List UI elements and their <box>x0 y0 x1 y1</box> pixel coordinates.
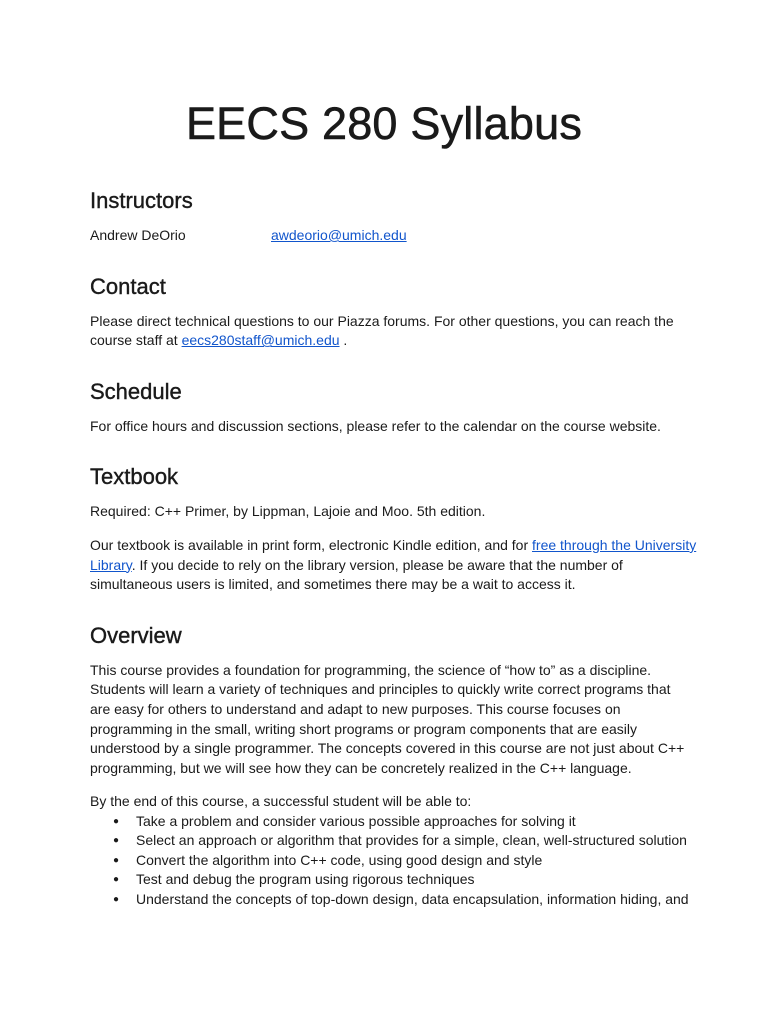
contact-text-end: . <box>339 332 348 349</box>
overview-paragraph: This course provides a foundation for programming, the science of “how to” as a discipline. Students will learn a variety of techniques and principles to quickly write correct programs that are easy for others to understand and adapt to new purposes. This course focuses on programming in the small, writing short programs or program components that are easily understood by a single programmer. The concepts covered in this course are not just about C++ programming, but we will see how they can be concretely realized in the C++ language. <box>90 661 685 776</box>
outcome-item: ● Test and debug the program using rigorous techniques <box>136 870 710 890</box>
outcomes-list <box>90 812 710 910</box>
outcome-item: ● Select an approach or algorithm that provides for a simple, clean, well-structured solution <box>136 831 710 851</box>
page-title: EECS 280 Syllabus <box>185 98 583 149</box>
schedule-heading: Schedule <box>90 378 182 404</box>
instructor-row <box>90 226 710 246</box>
contact-text: Please direct technical questions to our Piazza forums. For other questions, you can reach the course staff at <box>90 312 674 349</box>
instructor-name: Andrew DeOrio <box>90 227 186 243</box>
document-body <box>90 186 710 909</box>
outcome-item: ● Understand the concepts of top-down design, data encapsulation, information hiding, and <box>136 890 710 910</box>
schedule-paragraph: For office hours and discussion sections, please refer to the calendar on the course website. <box>90 417 661 434</box>
outcome-item: ● Convert the algorithm into C++ code, using good design and style <box>136 851 710 871</box>
textbook-required: Required: C++ Primer, by Lippman, Lajoie and Moo. 5th edition. <box>90 503 486 520</box>
textbook-availability-text: Our textbook is available in print form, electronic Kindle edition, and for <box>90 536 533 553</box>
instructor-email-link[interactable]: awdeorio@umich.edu <box>271 227 407 243</box>
textbook-heading: Textbook <box>90 464 179 490</box>
library-link[interactable]: free through the University Library <box>90 536 697 573</box>
textbook-availability <box>90 536 702 595</box>
outcome-item: ● Take a problem and consider various possible approaches for solving it <box>136 812 710 832</box>
outcomes-intro: By the end of this course, a successful student will be able to: <box>90 793 472 810</box>
contact-heading: Contact <box>90 273 166 299</box>
instructors-heading: Instructors <box>90 188 193 213</box>
overview-heading: Overview <box>90 622 182 648</box>
contact-paragraph <box>90 312 690 351</box>
textbook-availability-text-end: . If you decide to rely on the library version, please be aware that the number of simultaneous users is limited, and sometimes there may be a wait to access it. <box>90 556 623 593</box>
staff-email-link[interactable]: eecs280staff@umich.edu <box>181 332 340 349</box>
